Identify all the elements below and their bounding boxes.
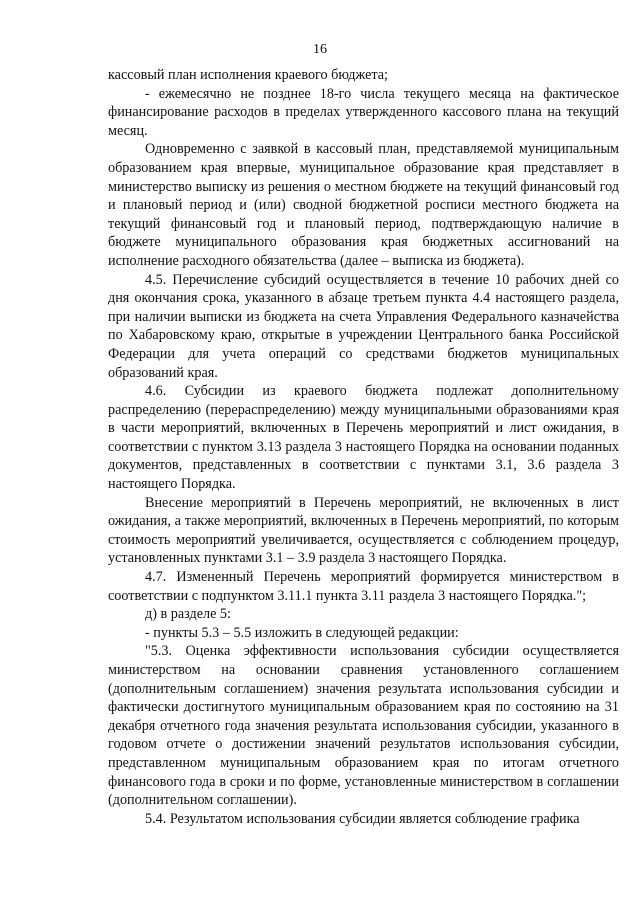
paragraph-5-4: 5.4. Результатом использования субсидии является соблюдение графика xyxy=(145,810,580,827)
paragraph-section-5: д) в разделе 5: xyxy=(145,606,231,623)
page-number: 16 xyxy=(313,42,327,57)
paragraph-2: - ежемесячно не позднее 18-го числа текущего месяца на фактическое финансирование расходов в пределах утвержденного кассового плана на текущий месяц. xyxy=(108,85,619,139)
paragraph-4-6-continued: Внесение мероприятий в Перечень мероприятий, не включенных в лист ожидания, а также мероприятий, включенных в Перечень мероприятий, по которым стоимость мероприятий увеличивается, осуществляется с соблюдением процедур, установленных пунктами 3.1 – 3.9 раздела 3 настоящего Порядка. xyxy=(108,494,619,567)
paragraph-items-5-3-5-5: - пункты 5.3 – 5.5 изложить в следующей редакции: xyxy=(145,624,459,641)
paragraph-4-6: 4.6. Субсидии из краевого бюджета подлежат дополнительному распределению (перераспределению) между муниципальными образованиями края в части мероприятий, включенных в Перечень мероприятий и лист ожидания, в соответствии с пунктом 3.13 раздела 3 настоящего Порядка на основании поданных документов, представленных в соответствии с пунктами 3.1, 3.6 раздела 3 настоящего Порядка. xyxy=(108,383,619,493)
paragraph-5-3: "5.3. Оценка эффективности использования субсидии осуществляется министерством на основании сравнения установленного соглашением (дополнительным соглашением) значения результата использования субсидии и фактически достигнутого муниципальным образованием края по состоянию на 31 декабря отчетного года значения результата использования субсидии, указанного в годовом отчете о достижении значений результатов использования субсидии, представленном муниципальным образованием края по итогам отчетного финансового года в сроки и по форме, установленные министерством в соглашении (дополнительном соглашении). xyxy=(108,643,619,809)
paragraph-3: Одновременно с заявкой в кассовый план, представляемой муниципальным образованием края впервые, муниципальное образование края представляет в министерство выписку из решения о местном бюджете на текущий финансовый год и плановый период и (или) сводной бюджетной росписи местного бюджета на текущий финансовый год и плановый период, подтверждающую наличие в бюджете муниципального образования края бюджетных ассигнований на исполнение расходного обязательства (далее – выписка из бюджета). xyxy=(108,141,619,269)
paragraph-1: кассовый план исполнения краевого бюджета; xyxy=(108,67,388,83)
paragraph-4-5: 4.5. Перечисление субсидий осуществляется в течение 10 рабочих дней со дня окончания срока, указанного в абзаце третьем пункта 4.4 настоящего раздела, при наличии выписки из бюджета на счета Управления Федерального казначейства по Хабаровскому краю, открытые в учреждении Центрального банка Российской Федерации для учета операций со средствами бюджетов муниципальных образований края. xyxy=(108,271,619,381)
document-body xyxy=(108,0,619,828)
paragraph-4-7: 4.7. Измененный Перечень мероприятий формируется министерством в соответствии с подпунктом 3.11.1 пункта 3.11 раздела 3 настоящего Порядка."; xyxy=(108,569,619,604)
